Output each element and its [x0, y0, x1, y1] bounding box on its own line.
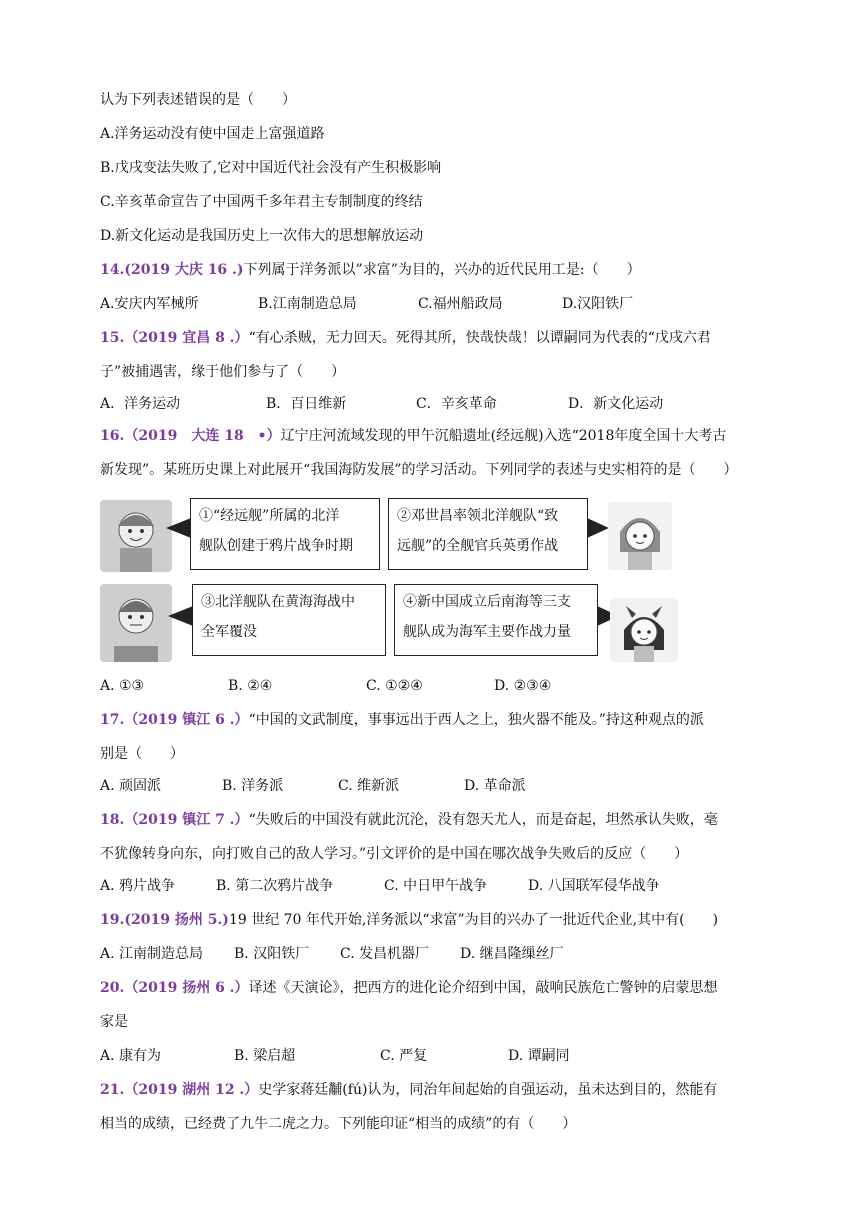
question-source: （2019 湖州 12 .） [124, 1082, 259, 1098]
q18-option-c: C. 中日甲午战争 [384, 878, 488, 894]
question-16 [100, 426, 726, 446]
question-number: 17. [100, 712, 125, 728]
student-avatar-1 [100, 500, 172, 572]
question-stem-cont: 子”被捕遇害，缘于他们参与了（ ） [100, 364, 346, 380]
question-source: (2019 大庆 16 .) [124, 262, 244, 278]
q19-option-a: A. 江南制造总局 [100, 946, 204, 962]
question-stem: 19 世纪 70 年代开始,洋务派以“求富”为目的兴办了一批近代企业,其中有( ) [228, 912, 719, 928]
option-b: B.戊戌变法失败了,它对中国近代社会没有产生积极影响 [100, 160, 442, 176]
bubble-tail [166, 518, 191, 538]
question-source: （2019 宜昌 8 .） [124, 330, 249, 346]
bubble-line: 舰队成为海军主要作战力量 [403, 624, 571, 640]
question-18 [100, 810, 718, 830]
bubble-line: 舰队创建于鸦片战争时期 [199, 538, 353, 554]
question-source: （2019 大连 18 •） [124, 428, 281, 444]
question-17 [100, 710, 704, 730]
question-number: 21. [100, 1082, 125, 1098]
question-number: 18. [100, 812, 125, 828]
q15-option-b: B．百日维新 [266, 396, 347, 412]
q16-option-d: D. ②③④ [494, 678, 552, 694]
q14-option-c: C.福州船政局 [418, 296, 503, 312]
question-15 [100, 328, 711, 348]
q19-option-d: D. 继昌隆缫丝厂 [460, 946, 564, 962]
question-source: （2019 镇江 6 .） [124, 712, 249, 728]
question-stem: 辽宁庄河流域发现的甲午沉船遗址(经远舰)入选“2018年度全国十大考古 [280, 428, 727, 444]
q18-option-a: A. 鸦片战争 [100, 878, 176, 894]
question-stem-cont: 不犹像转身向东，向打败自己的敌人学习。”引文评价的是中国在哪次战争失败后的反应（ ） [100, 846, 689, 862]
question-source: （2019 扬州 6 .） [124, 980, 249, 996]
q15-option-a: A．洋务运动 [100, 396, 181, 412]
question-number: 20. [100, 980, 125, 996]
question-14 [100, 260, 641, 280]
speech-bubble-4 [394, 584, 598, 656]
bubble-line: 远舰”的全舰官兵英勇作战 [397, 538, 559, 554]
boy-face-icon [100, 500, 172, 572]
q20-option-c: C. 严复 [380, 1048, 428, 1064]
bubble-line: ①“经远舰”所属的北洋 [199, 508, 340, 524]
q17-option-a: A. 顽固派 [100, 778, 162, 794]
question-number: 16. [100, 428, 125, 444]
option-c: C.辛亥革命宣告了中国两千多年君主专制制度的终结 [100, 194, 423, 210]
bubble-line: 全军覆没 [201, 624, 257, 640]
speech-bubble-3 [192, 584, 386, 656]
question-number: 15. [100, 330, 125, 346]
speech-bubble-1 [190, 498, 380, 570]
q15-option-d: D．新文化运动 [568, 396, 664, 412]
question-stem-line: 认为下列表述错误的是（ ） [100, 92, 296, 108]
student-avatar-4 [610, 598, 678, 662]
question-stem-cont: 新发现”。某班历史课上对此展开“我国海防发展”的学习活动。下列同学的表述与史实相符的是（ ） [100, 462, 738, 478]
question-stem-cont: 别是（ ） [100, 746, 184, 762]
q20-option-a: A. 康有为 [100, 1048, 162, 1064]
question-stem: “有心杀贼，无力回天。死得其所，快哉快哉！以谭嗣同为代表的“戊戌六君 [248, 330, 711, 346]
girl-face-icon [608, 502, 672, 570]
option-d: D.新文化运动是我国历史上一次伟大的思想解放运动 [100, 228, 424, 244]
question-stem: 下列属于洋务派以”求富”为目的，兴办的近代民用工是:（ ） [243, 262, 641, 278]
bubble-tail [587, 518, 609, 538]
student-avatar-2 [608, 502, 672, 570]
student-avatar-3 [100, 584, 172, 662]
q18-option-d: D. 八国联军侵华战争 [528, 878, 660, 894]
question-number: 14. [100, 262, 125, 278]
question-19 [100, 910, 718, 930]
q17-option-b: B. 洋务派 [222, 778, 284, 794]
q15-option-c: C．辛亥革命 [416, 396, 497, 412]
q19-option-b: B. 汉阳铁厂 [234, 946, 310, 962]
option-a: A.洋务运动没有使中国走上富强道路 [100, 126, 325, 142]
question-stem: “失败后的中国没有就此沉沦，没有怨天尤人，而是奋起，坦然承认失败，毫 [248, 812, 718, 828]
boy-face-icon [100, 584, 172, 662]
question-21 [100, 1080, 717, 1100]
q14-option-a: A.安庆内军械所 [100, 296, 199, 312]
question-number: 19. [100, 912, 125, 928]
bubble-line: ④新中国成立后南海等三支 [403, 594, 571, 610]
q16-option-c: C. ①②④ [366, 678, 423, 694]
question-source: （2019 镇江 7 .） [124, 812, 249, 828]
q20-option-b: B. 梁启超 [234, 1048, 296, 1064]
speech-bubble-2 [388, 498, 588, 570]
q20-option-d: D. 谭嗣同 [508, 1048, 570, 1064]
q17-option-c: C. 维新派 [338, 778, 400, 794]
question-source: (2019 扬州 5.) [124, 912, 229, 928]
question-stem: 史学家蒋廷黼(fú)认为，同治年间起始的自强运动，虽未达到目的，然能有 [258, 1082, 718, 1098]
bubble-tail [168, 606, 193, 626]
question-stem-cont: 家是 [100, 1014, 128, 1030]
q16-option-b: B. ②④ [228, 678, 273, 694]
q16-option-a: A. ①③ [100, 678, 145, 694]
q19-option-c: C. 发昌机器厂 [340, 946, 430, 962]
question-20 [100, 978, 718, 998]
question-stem-cont: 相当的成绩，已经费了九牛二虎之力。下列能印证“相当的成绩”的有（ ） [100, 1116, 577, 1132]
bubble-line: ③北洋舰队在黄海海战中 [201, 594, 355, 610]
q14-option-b: B.江南制造总局 [258, 296, 357, 312]
bubble-line: ②邓世昌率领北洋舰队“致 [397, 508, 559, 524]
q14-option-d: D.汉阳铁厂 [562, 296, 634, 312]
question-stem: “中国的文武制度，事事远出于西人之上，独火器不能及。”持这种观点的派 [248, 712, 704, 728]
q17-option-d: D. 革命派 [464, 778, 526, 794]
girl-face-icon [610, 598, 678, 662]
q18-option-b: B. 第二次鸦片战争 [216, 878, 334, 894]
question-stem: 译述《天演论》，把西方的进化论介绍到中国，敲响民族危亡警钟的启蒙思想 [248, 980, 718, 996]
